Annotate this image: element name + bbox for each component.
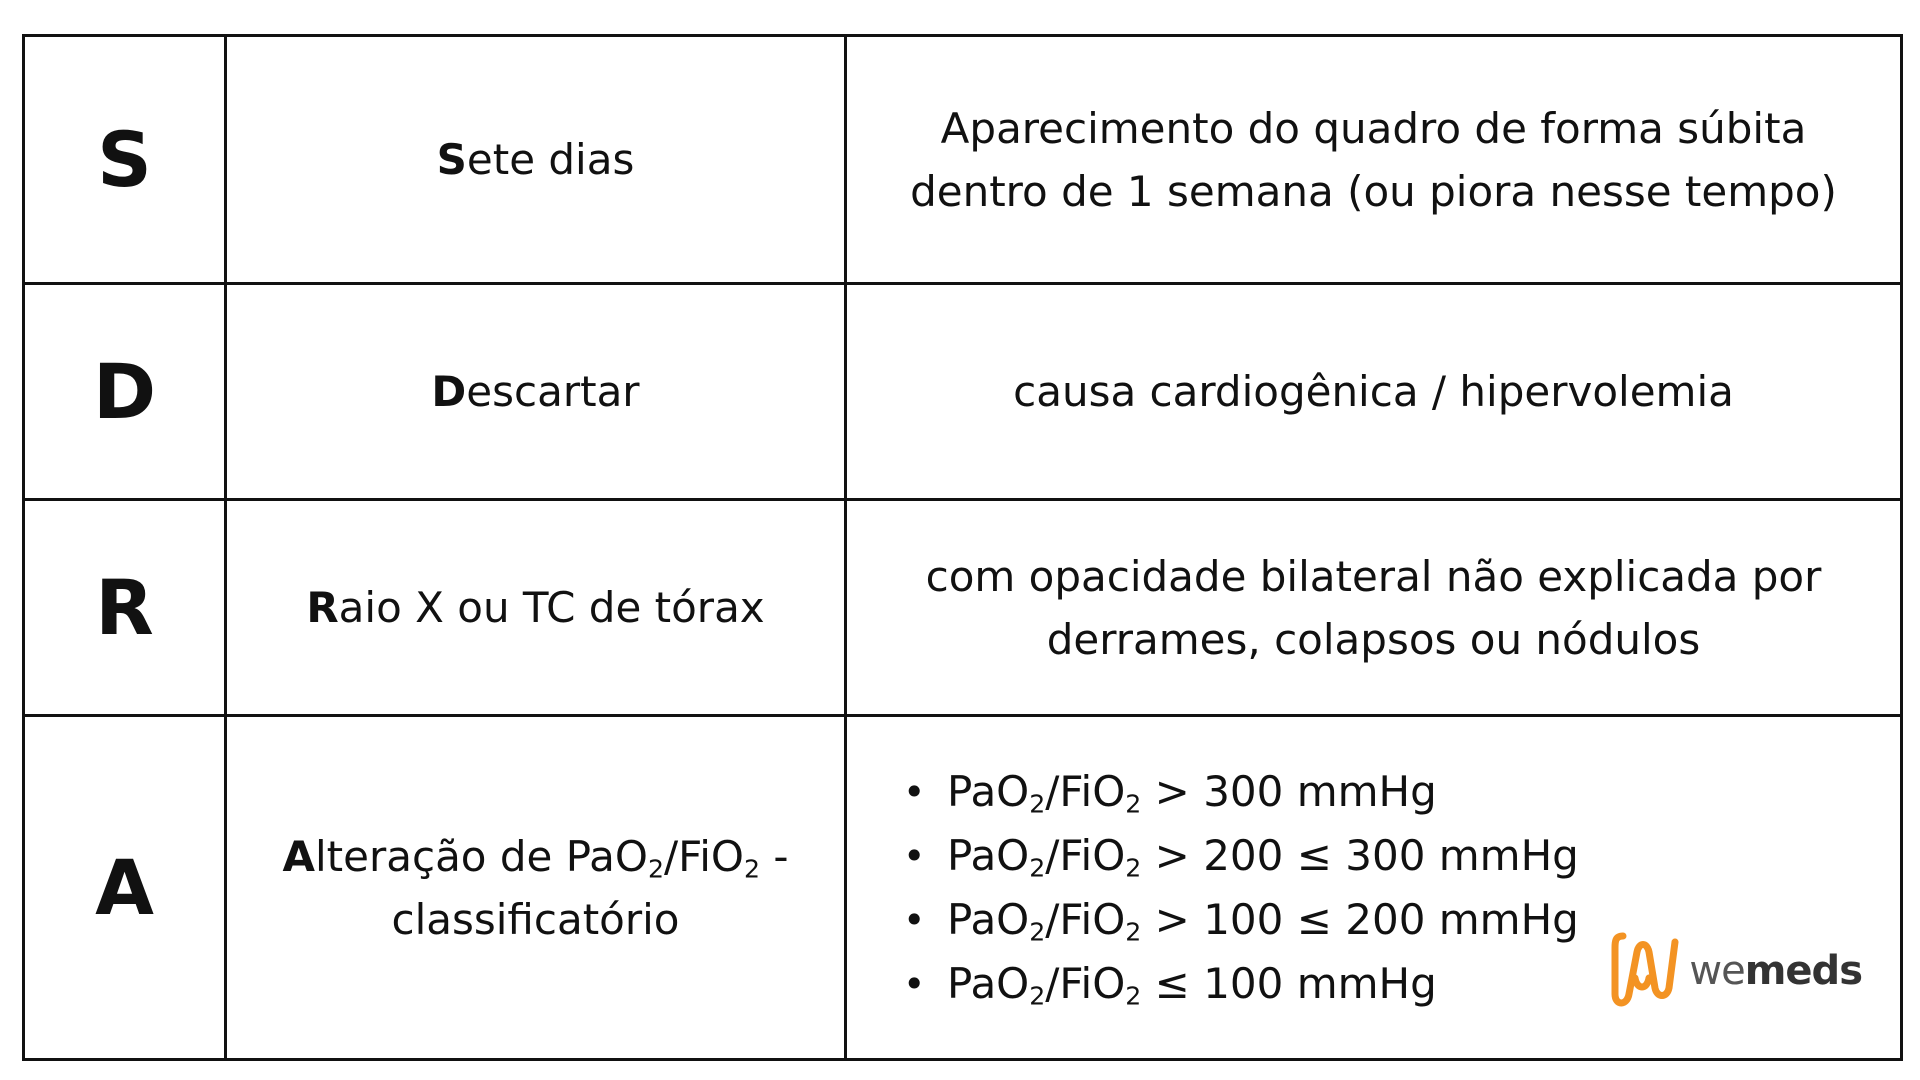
bullet-icon: • xyxy=(903,961,926,1006)
subscript: 2 xyxy=(1029,916,1046,946)
term-initial: A xyxy=(282,831,315,881)
subscript: 2 xyxy=(1125,788,1142,818)
list-item xyxy=(903,760,1900,824)
subscript: 2 xyxy=(1125,852,1142,882)
table-row xyxy=(24,716,1902,1060)
bullet-icon: • xyxy=(903,897,926,942)
wemeds-logo-icon xyxy=(1611,928,1681,1014)
desc-cell xyxy=(846,36,1902,284)
bullet-icon: • xyxy=(903,833,926,878)
row-term xyxy=(437,135,635,184)
criteria-text: /FiO xyxy=(1045,958,1126,1008)
term-initial: D xyxy=(431,367,467,416)
term-rest: escartar xyxy=(466,367,640,416)
row-description xyxy=(847,360,1900,423)
criteria-text: /FiO xyxy=(1045,766,1126,816)
criteria-text: ≤ 100 mmHg xyxy=(1141,958,1437,1008)
desc-line: com opacidade bilateral não explicada por xyxy=(925,551,1822,601)
term-line xyxy=(227,825,844,888)
desc-line: derrames, colapsos ou nódulos xyxy=(1046,614,1701,664)
row-letter: S xyxy=(97,114,152,204)
letter-cell xyxy=(24,36,226,284)
subscript: 2 xyxy=(743,853,760,883)
term-rest: ete dias xyxy=(466,135,635,184)
term-rest: aio X ou TC de tórax xyxy=(338,583,765,632)
term-line: classificatório xyxy=(391,894,680,944)
desc-cell xyxy=(846,284,1902,500)
row-term xyxy=(306,583,764,632)
criteria-text: > 100 ≤ 200 mmHg xyxy=(1141,894,1579,944)
term-rest: lteração de PaO xyxy=(315,831,648,881)
sdra-table xyxy=(22,34,1903,1061)
logo-we: we xyxy=(1689,948,1745,994)
subscript: 2 xyxy=(1029,852,1046,882)
criteria-text: PaO xyxy=(947,894,1030,944)
table-row xyxy=(24,36,1902,284)
bullet-icon: • xyxy=(903,769,926,814)
table-row xyxy=(24,284,1902,500)
subscript: 2 xyxy=(1029,980,1046,1010)
criteria-text: > 200 ≤ 300 mmHg xyxy=(1141,830,1579,880)
criteria-text: /FiO xyxy=(1045,894,1126,944)
row-description xyxy=(847,545,1900,671)
row-letter: D xyxy=(92,346,157,436)
subscript: 2 xyxy=(1125,916,1142,946)
row-term xyxy=(227,825,844,951)
criteria-text: PaO xyxy=(947,830,1030,880)
term-initial: S xyxy=(436,135,467,184)
table-row xyxy=(24,500,1902,716)
list-item xyxy=(903,824,1900,888)
desc-line: dentro de 1 semana (ou piora nesse tempo) xyxy=(910,166,1837,216)
row-term xyxy=(431,367,639,416)
term-rest: /FiO xyxy=(663,831,744,881)
criteria-text: > 300 mmHg xyxy=(1141,766,1437,816)
row-letter: R xyxy=(95,562,154,652)
criteria-text: PaO xyxy=(947,958,1030,1008)
letter-cell xyxy=(24,284,226,500)
logo-wordmark xyxy=(1689,948,1862,994)
subscript: 2 xyxy=(1125,980,1142,1010)
desc-cell xyxy=(846,500,1902,716)
term-cell xyxy=(226,36,846,284)
logo-meds: meds xyxy=(1744,948,1862,994)
letter-cell xyxy=(24,500,226,716)
wemeds-logo xyxy=(1611,928,1862,1014)
desc-line: Aparecimento do quadro de forma súbita xyxy=(940,103,1807,153)
term-cell xyxy=(226,284,846,500)
subscript: 2 xyxy=(647,853,664,883)
criteria-text: /FiO xyxy=(1045,830,1126,880)
row-description xyxy=(847,97,1900,223)
criteria-cell xyxy=(846,716,1902,1060)
term-cell xyxy=(226,716,846,1060)
letter-cell xyxy=(24,716,226,1060)
term-rest: - xyxy=(760,831,789,881)
desc-line: causa cardiogênica / hipervolemia xyxy=(1013,367,1734,416)
row-letter: A xyxy=(95,842,154,932)
subscript: 2 xyxy=(1029,788,1046,818)
term-cell xyxy=(226,500,846,716)
criteria-text: PaO xyxy=(947,766,1030,816)
term-initial: R xyxy=(306,583,339,632)
